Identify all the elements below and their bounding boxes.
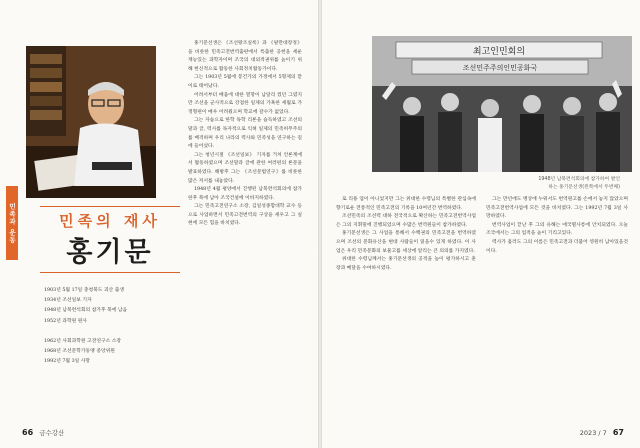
body-paragraph: 그는 민족고전연구소 소장, 김일성종합대학 교수 등으로 사업하면서 민족고전번역의 구상을 세우고 그 실현에 모든 힘을 바치였다.	[188, 204, 302, 227]
magazine-name: 금수강산	[39, 429, 65, 437]
crowd-illustration	[372, 36, 632, 172]
left-folio	[22, 428, 64, 437]
photo-caption: 1948년 남북련석회의에 참가하여 발언하는 홍기문선생(왼쪽에서 두번째)	[538, 177, 620, 190]
article-kicker: 민족의 재사	[59, 212, 161, 230]
portrait-photo	[26, 46, 156, 198]
body-paragraph: 그는 청년시절 《조선일보》 기자를 거쳐 언론계에서 활동하였으며 조선말과 글에 관한 여러편의 론문을 발표하였다. 해방후 그는 《조선문법연구》를 비롯한 많은 저서를 내놓았다.	[188, 152, 302, 184]
title-rule-top	[40, 206, 180, 207]
right-folio	[580, 428, 624, 437]
right-body-column-2	[486, 196, 628, 424]
issue-date: 2023 / 7	[579, 429, 607, 437]
body-paragraph: 조선민족의 조선력 대하 전국적으로 확산하는 민족고전번역사업은 그의 지휘밑에 진행되었으며 수많은 번역원들이 참가하였다.	[336, 214, 476, 228]
body-paragraph: 그는 1903년 5월에 봉건가의 가정에서 5형제의 맏이로 태어났다.	[188, 75, 302, 89]
section-tab: 민족과 운동	[6, 186, 18, 260]
body-paragraph: 홍기문선생은 《조선왕조실록》과 《팔만대장경》을 비롯한 민족고전번역출판에서 특출한 공헌을 세운 재능있는 과학자이며 조국의 대외적권위를 높이기 위해 헌신적으로 활동한 사회정치활동가이다.	[188, 41, 302, 72]
body-paragraph: 로 리용 업이 아니었지만 그는 위대한 수령님의 특별한 관심속에 향기로운 전통적인 민족고전의 기록을 10여년간 번역하였다.	[336, 197, 476, 211]
bio-timeline	[44, 286, 174, 367]
left-body-column	[188, 40, 302, 424]
right-page	[322, 0, 640, 448]
body-paragraph: 그는 자습으로 한학 독학 리론을 습득하였고 조선의 말과 글, 력사를 독자적으로 익혀 일제의 민족허무주의를 배격하며 우리 나라의 력사와 민족성을 연구하는 길에 들어섰다.	[188, 118, 302, 150]
page-number: 66	[22, 428, 34, 437]
body-paragraph: 그는 만년에도 병상에 누워서도 번역원고를 손에서 놓지 않았으며 민족고전번역사업에 모든 것을 바치였다. 그는 1992년 7월 3일 사망하였다.	[486, 197, 628, 220]
body-paragraph: 번역사업이 끝난 후 그의 유해는 애국렬사릉에 안치되였다. 오늘 조국에서는 그의 업적을 높이 기리고있다.	[486, 222, 628, 237]
page-number: 67	[612, 428, 624, 437]
bio-line: 1962년 사회과학원 고전연구소 소장	[44, 338, 122, 344]
bio-line: 1992년 7월 3일 사망	[44, 359, 91, 365]
body-paragraph: 홍기문선생은 그 사업을 통해서 수백권의 민족고전을 번역하였으며 조선의 문화유산을 현대 사람들이 읽을수 있게 하였다. 이 사업은 우리 민족문화의 보물고를 세상에 알리는 큰 의의를 가지였다.	[336, 231, 476, 254]
title-rule-bottom	[40, 272, 180, 273]
bio-line: 1934년 조선일보 기자	[44, 298, 92, 304]
body-paragraph: 어려서부터 배움에 대한 열망이 남달리 컸던 그였지만 조선을 군사적으로 강점한 일제의 가혹한 세월로 가정형편이 매우 어려웠으며 학교에 갈수가 없었다.	[188, 92, 302, 115]
portrait-illustration	[26, 46, 156, 198]
banner-bottom-text: 조선민주주의인민공화국	[462, 64, 538, 72]
bio-line: 1903년 5월 17일 충청북도 괴산 출생	[44, 288, 124, 293]
bio-line: 1948년 남북련석회의 참가후 북에 남음	[44, 308, 128, 314]
body-paragraph: 력사가 흘러도 그의 이름은 민족고전과 더불어 영원히 남아있을것이다.	[486, 239, 628, 254]
article-title: 홍기문	[66, 237, 154, 268]
bio-line: 1968년 조선문학가동맹 중앙위원	[44, 349, 115, 355]
right-body-column-1	[336, 196, 476, 424]
body-paragraph: 1948년 4월 평양에서 진행된 남북련석회의에 참가한후 북에 남아 조국건설에 이바지하였다.	[188, 187, 302, 201]
body-paragraph: 위대한 수령님께서는 홍기문선생의 공적을 높이 평가하시고 훈장과 메달을 수여하시였다.	[336, 257, 476, 271]
historic-photo	[372, 36, 632, 172]
bio-line: 1952년 과학원 원사	[44, 318, 88, 324]
left-page	[0, 0, 318, 448]
banner-top-text: 최고인민회의	[472, 47, 526, 57]
